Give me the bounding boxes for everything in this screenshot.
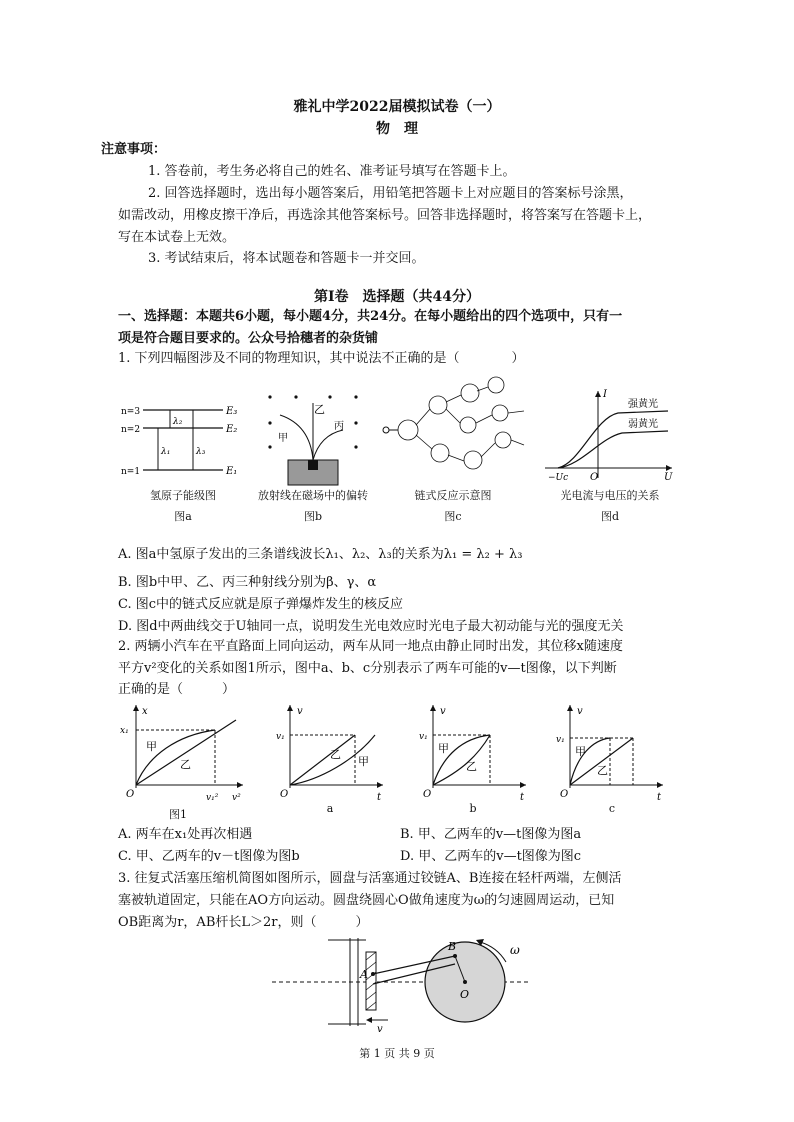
label-v: v: [377, 1024, 383, 1032]
q1-stem: 1. 下列四幅图涉及不同的物理知识，其中说法不正确的是（ ）: [118, 351, 525, 366]
notice-item-3: 3. 考试结束后，将本试题卷和答题卡一并交回。: [148, 251, 425, 266]
axis-v2-arrow: [237, 782, 243, 788]
fig-c-label: 图c: [444, 510, 462, 523]
axis-t-b-arrow: [520, 782, 526, 788]
label-u: U: [664, 472, 673, 483]
line-a-straight: [290, 735, 355, 785]
q2-figure-c: [555, 700, 670, 805]
notice-item-1: 1. 答卷前，考生务必将自己的姓名、准考证号填写在答题卡上。: [148, 164, 516, 179]
label-yi-a: 乙: [330, 748, 341, 761]
label-t-c: t: [657, 792, 662, 803]
section-instructions-line1: 一、选择题：本题共6小题，每小题4分，共24分。在每小题给出的四个选项中，只有一: [118, 309, 623, 324]
label-v1-b: v₁: [419, 732, 428, 742]
axis-t-a-arrow: [377, 782, 383, 788]
nuclei-group: [398, 377, 511, 469]
q2-option-c: C. 甲、乙两车的v－t图像为图b: [118, 849, 300, 864]
q2-figure-1: [118, 700, 253, 805]
label-jia-c: 甲: [575, 745, 586, 758]
label-yi-b: 乙: [466, 760, 477, 773]
label-v1sq: v₁²: [206, 793, 219, 803]
q1-option-d: D. 图d中两曲线交于U轴同一点，说明发生光电效应时光电子最大初动能与光的强度无关: [118, 619, 624, 634]
q3-stem-line1: 3. 往复式活塞压缩机简图如图所示，圆盘与活塞通过铰链A、B连接在轻杆两端，左侧活: [118, 871, 622, 886]
label-jia-b: 甲: [438, 742, 449, 755]
neutron-initial: [383, 427, 389, 433]
label-o-c: O: [560, 789, 569, 800]
label-v-a: v: [297, 706, 303, 717]
energy-e3: E₃: [226, 406, 238, 417]
axis-u-arrow: [666, 465, 672, 471]
q1-figure-c: [378, 375, 528, 485]
fig-d-caption: 光电流与电压的关系: [560, 489, 660, 502]
label-o: O: [460, 988, 470, 1001]
fig-c-v-label: c: [608, 802, 616, 815]
radioactive-source: [308, 460, 318, 470]
q1-option-c: C. 图c中的链式反应就是原子弹爆炸发生的核反应: [118, 597, 404, 612]
label-b: B: [448, 940, 457, 953]
page-number: 第 1 页 共 9 页: [359, 1047, 435, 1060]
label-omega: ω: [510, 943, 520, 957]
q2-option-d: D. 甲、乙两车的v—t图像为图c: [400, 849, 582, 864]
label-lambda1: λ₁: [161, 447, 171, 457]
label-neg-uc: −Uc: [548, 473, 569, 483]
label-yi-c: 乙: [597, 764, 608, 777]
label-yi-fig1: 乙: [180, 758, 191, 771]
notice-heading: 注意事项：: [101, 142, 167, 157]
q2-stem-line1: 2. 两辆小汽车在平直路面上同向运动，两车从同一地点由静止同时出发，其位移x随速度: [118, 639, 623, 654]
label-o-b: O: [423, 789, 432, 800]
label-o-a: O: [280, 789, 289, 800]
label-v1-a: v₁: [276, 732, 285, 742]
q1-figure-b: [258, 385, 368, 490]
label-strong: 强黄光: [628, 399, 658, 410]
level-n2: n=2: [121, 425, 141, 435]
q1-figure-a: [118, 380, 248, 495]
fig-b-caption: 放射线在磁场中的偏转: [258, 489, 368, 502]
q1-option-a: A. 图a中氢原子发出的三条谱线波长λ₁、λ₂、λ₃的关系为λ₁ = λ₂ + λ₃: [118, 547, 523, 562]
notice-item-2-line3: 写在本试卷上无效。: [118, 230, 236, 245]
q1-option-b: B. 图b中甲、乙、丙三种射线分别为β、γ、α: [118, 575, 377, 590]
notice-item-2-line1: 2. 回答选择题时，选出每小题答案后，用铅笔把答题卡上对应题目的答案标号涂黑，: [148, 186, 633, 201]
part1-heading: 第Ⅰ卷 选择题（共44分）: [313, 289, 481, 305]
q2-figure-a: [275, 700, 390, 805]
fig-a-v-label: a: [326, 802, 334, 815]
label-o-fig1: O: [126, 789, 135, 800]
exam-title: 雅礼中学2022届模拟试卷（一）: [293, 99, 501, 115]
label-bing: 丙: [334, 421, 344, 432]
axis-i-arrow: [595, 391, 601, 397]
fig-b-v-label: b: [469, 802, 477, 815]
notice-item-2-line2: 如需改动，用橡皮擦干净后，再选涂其他答案标号。回答非选择题时，将答案写在答题卡上，: [118, 208, 652, 223]
axis-v-a-arrow: [287, 705, 293, 711]
label-v-c: v: [577, 706, 583, 717]
label-lambda2: λ₂: [173, 417, 183, 427]
q3-figure: [270, 932, 530, 1032]
energy-e2: E₂: [226, 424, 238, 435]
curve-weak: [558, 431, 668, 468]
section-instructions-line2: 项是符合题目要求的。公众号拾穗者的杂货铺: [118, 331, 379, 346]
axis-x-arrow: [133, 705, 139, 711]
ray-bing-path: [313, 430, 343, 460]
velocity-arrow-head: [366, 1017, 372, 1023]
label-jia-a: 甲: [358, 755, 369, 768]
label-t-b: t: [520, 792, 525, 803]
q1-figure-d: [540, 383, 680, 483]
axis-v-b-arrow: [430, 705, 436, 711]
q2-option-b: B. 甲、乙两车的v—t图像为图a: [400, 827, 582, 842]
label-v-b: v: [440, 706, 446, 717]
label-origin: O: [590, 472, 599, 483]
q3-stem-line3: OB距离为r，AB杆长L＞2r，则（ ）: [118, 915, 369, 930]
q2-stem-line3: 正确的是（ ）: [118, 682, 236, 697]
label-a: A: [360, 968, 368, 981]
axis-t-c-arrow: [657, 782, 663, 788]
piston: [366, 952, 376, 1010]
label-jia-fig1: 甲: [146, 740, 157, 753]
axis-v-c-arrow: [567, 705, 573, 711]
fig-a-caption: 氢原子能级图: [150, 489, 216, 502]
label-jia: 甲: [278, 433, 288, 444]
q3-stem-line2: 塞被轨道固定，只能在AO方向运动。圆盘绕圆心O做角速度为ω的匀速圆周运动，已知: [118, 893, 615, 908]
label-weak: 弱黄光: [628, 419, 658, 430]
level-n1: n=1: [121, 467, 141, 477]
fig-a-label: 图a: [174, 510, 192, 523]
fig-b-label: 图b: [303, 510, 323, 523]
energy-e1: E₁: [226, 466, 238, 477]
label-yi: 乙: [314, 403, 325, 416]
q2-stem-line2: 平方v²变化的关系如图1所示，图中a、b、c分别表示了两车可能的v—t图像，以下判断: [118, 661, 617, 676]
label-t-a: t: [377, 792, 382, 803]
q2-option-a: A. 两车在x₁处再次相遇: [118, 827, 253, 842]
label-i: I: [603, 389, 607, 400]
label-lambda3: λ₃: [196, 447, 206, 457]
fig-c-caption: 链式反应示意图: [414, 489, 492, 502]
label-x: x: [142, 706, 148, 717]
fig1-label: 图1: [169, 808, 187, 821]
level-n3: n=3: [121, 407, 141, 417]
label-x1: x₁: [120, 726, 129, 736]
label-v2: v²: [232, 793, 241, 803]
label-v1-c: v₁: [556, 735, 565, 745]
q2-figure-b: [418, 700, 533, 805]
fig-d-label: 图d: [600, 510, 620, 523]
exam-subject: 物 理: [376, 121, 418, 137]
